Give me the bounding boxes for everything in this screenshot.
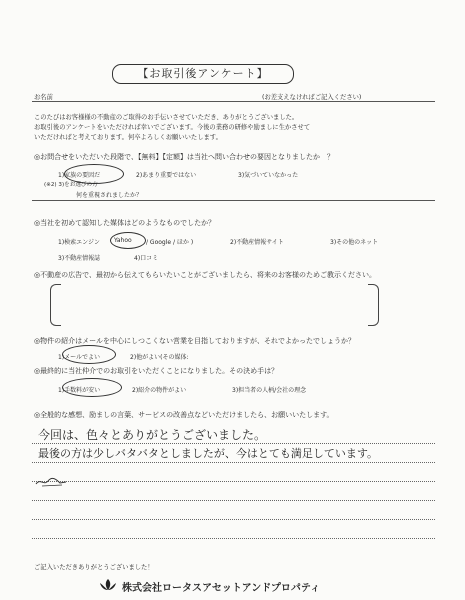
q1-subnote: (※2) 3)をお選びの方 <box>44 182 98 188</box>
q6-answer-2: 最後の方は少しバタバタとしましたが、今はとても満足しています。 <box>38 447 379 460</box>
q2-option-google: / Google / ほか ) <box>146 239 194 246</box>
q1-option-3: 3)気づいていなかった <box>238 172 299 179</box>
q3-box-right <box>368 284 379 326</box>
q6-line-6 <box>32 538 435 539</box>
name-line <box>32 101 435 102</box>
q2-option-2: 2)不動産情報サイト <box>230 239 284 246</box>
q6-line-1 <box>32 443 435 444</box>
q3-box-left <box>50 284 61 326</box>
intro-line-1: このたびはお客様様の不動産のご取得のお手伝いさせていただき、ありがとうございました。 <box>34 114 299 121</box>
q1-line <box>32 200 435 201</box>
q2-title: ◎当社を初めて認知した媒体はどのようなものでしたか？ <box>34 219 216 227</box>
q4-option-1-circle <box>62 345 116 364</box>
q2-option-5: 4)口コミ <box>134 255 159 262</box>
q5-option-1-circle <box>62 378 122 397</box>
q1-option-2: 2)あまり重要ではない <box>136 172 197 179</box>
q5-option-1: 1)手数料が安い <box>58 387 101 394</box>
lotus-logo-icon <box>98 578 118 592</box>
q6-title: ◎全般的な感想、励ましの言葉、サービスの改善点などいただけましたら、お願いいたします。 <box>34 411 334 419</box>
q3-title: ◎不動産の広告で、最初から伝えてもらいたいことがございましたら、将来のお客様のためご教示ください。 <box>34 271 376 279</box>
q2-option-yahoo: Yahoo <box>114 237 132 244</box>
q4-option-2: 2)他がよい(その媒体: <box>130 354 189 361</box>
q1-option-1: 1)家族の要因だ <box>58 172 101 179</box>
q6-line-5 <box>32 519 435 520</box>
company-name: 株式会社ロータスアセットアンドプロパティ <box>122 583 321 594</box>
q6-line-2 <box>32 462 435 463</box>
q5-option-2: 2)紹介の物件がよい <box>132 387 187 394</box>
q4-option-1: 1)メールでよい <box>58 354 101 361</box>
q6-line-3 <box>32 481 435 482</box>
intro-line-3: いただければと考えております。何卒よろしくお願いいたします。 <box>34 134 222 141</box>
survey-title: 【お取引後アンケート】 <box>112 64 294 84</box>
q2-option-1: 1)検索エンジン <box>58 239 100 246</box>
q1-title: ◎お問合せをいただいた段階で、【無料】【定額】は当社へ問い合わせの要因となりましたか ？ <box>34 153 334 161</box>
q2-option-3: 3)その他のネット <box>330 239 379 246</box>
q2-option-4: 3)不動産情報誌 <box>58 255 101 262</box>
intro-line-2: お取引後のアンケートをいただければ幸いでございます。今後の業務の研修や励ましに生かさせて <box>34 124 311 131</box>
q5-option-3: 3)担当者の人柄/会社の理念 <box>232 387 307 394</box>
q4-title: ◎物件の紹介はメールを中心にしつこくない営業を目指しておりますが、それでよかったでしょうか？ <box>34 337 355 345</box>
q5-title: ◎最終的に当社仲介でのお取引をいただくことになりました。その決め手は？ <box>34 367 279 375</box>
signature-scribble <box>34 476 68 488</box>
q2-yahoo-circle <box>110 232 146 249</box>
footer-thanks: ご記入いただきありがとうございました！ <box>34 564 154 571</box>
name-note: (お差支えなければご記入ください) <box>262 94 362 101</box>
name-label: お名前 <box>34 94 53 101</box>
q6-answer-1: 今回は、色々とありがとうございました。 <box>38 428 267 442</box>
q1-followup: 何を重視されましたか？ <box>76 192 143 199</box>
q6-line-4 <box>32 500 435 501</box>
